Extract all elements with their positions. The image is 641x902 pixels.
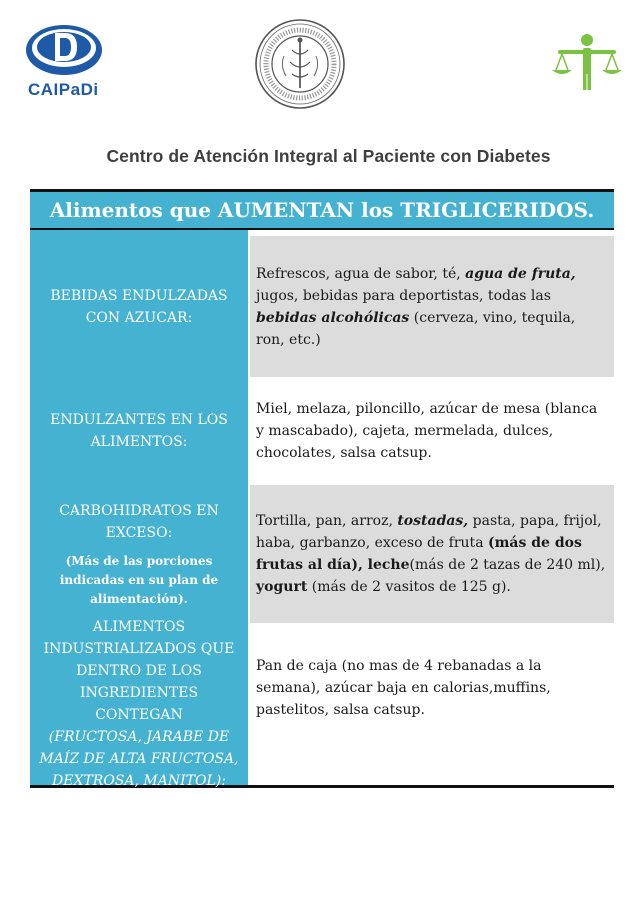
row-description — [248, 623, 614, 785]
caipadi-brand-text: CAIPaDi — [28, 80, 99, 99]
row-label: BEBIDAS ENDULZADAS CON AZUCAR: — [50, 287, 228, 326]
row-label-italic: (FRUCTOSA, JARABE DE MAÍZ DE ALTA FRUCTOSA, DEXTROSA, MANITOL): — [39, 729, 239, 789]
seal-text — [254, 18, 346, 110]
table-row — [30, 236, 614, 377]
triglycerides-table — [30, 189, 614, 788]
caipadi-logo — [24, 24, 108, 104]
row-label-cell — [30, 377, 248, 485]
row-description — [248, 485, 614, 623]
row-description-text: Miel, melaza, piloncillo, azúcar de mesa (blanca y mascabado), cajeta, mermelada, dulces, chocolates, salsa catsup. — [256, 401, 598, 461]
table-row — [30, 485, 614, 623]
table-row — [30, 377, 614, 485]
row-label-cell — [30, 619, 248, 789]
center-title: Centro de Atención Integral al Paciente con Diabetes — [106, 146, 551, 166]
row-description-text: Refrescos, agua de sabor, té, agua de fruta, jugos, bebidas para deportistas, todas las bebidas alcohólicas (cerveza, vino, tequila, ron, etc.) — [256, 265, 576, 348]
balance-logo — [550, 32, 624, 94]
table-title: Alimentos que AUMENTAN los TRIGLICERIDOS. — [30, 192, 614, 230]
row-description — [248, 236, 614, 377]
row-label: ALIMENTOS INDUSTRIALIZADOS QUE DENTRO DE LOS INGREDIENTES CONTEGAN — [43, 619, 235, 723]
row-label-cell — [30, 485, 248, 623]
row-label: CARBOHIDRATOS EN EXCESO: — [59, 502, 219, 541]
table-row — [30, 619, 614, 789]
institution-seal — [254, 18, 346, 110]
row-label-note: (Más de las porciones indicadas en su plan de alimentación). — [59, 553, 219, 606]
row-description-text: Pan de caja (no mas de 4 rebanadas a la semana), azúcar baja en calorias,muffins, pastelitos, salsa catsup. — [256, 658, 551, 718]
balance-scale-person-icon — [550, 32, 624, 94]
row-label-cell — [30, 236, 248, 377]
row-label: ENDULZANTES EN LOS ALIMENTOS: — [50, 412, 228, 450]
row-description — [248, 377, 614, 485]
caipadi-logo-icon — [24, 24, 104, 78]
row-description-text: Tortilla, pan, arroz, tostadas, pasta, papa, frijol, haba, garbanzo, exceso de fruta (más de dos frutas al día), leche(más de 2 tazas de 240 ml), yogurt (más de 2 vasitos de 125 g). — [256, 513, 606, 595]
